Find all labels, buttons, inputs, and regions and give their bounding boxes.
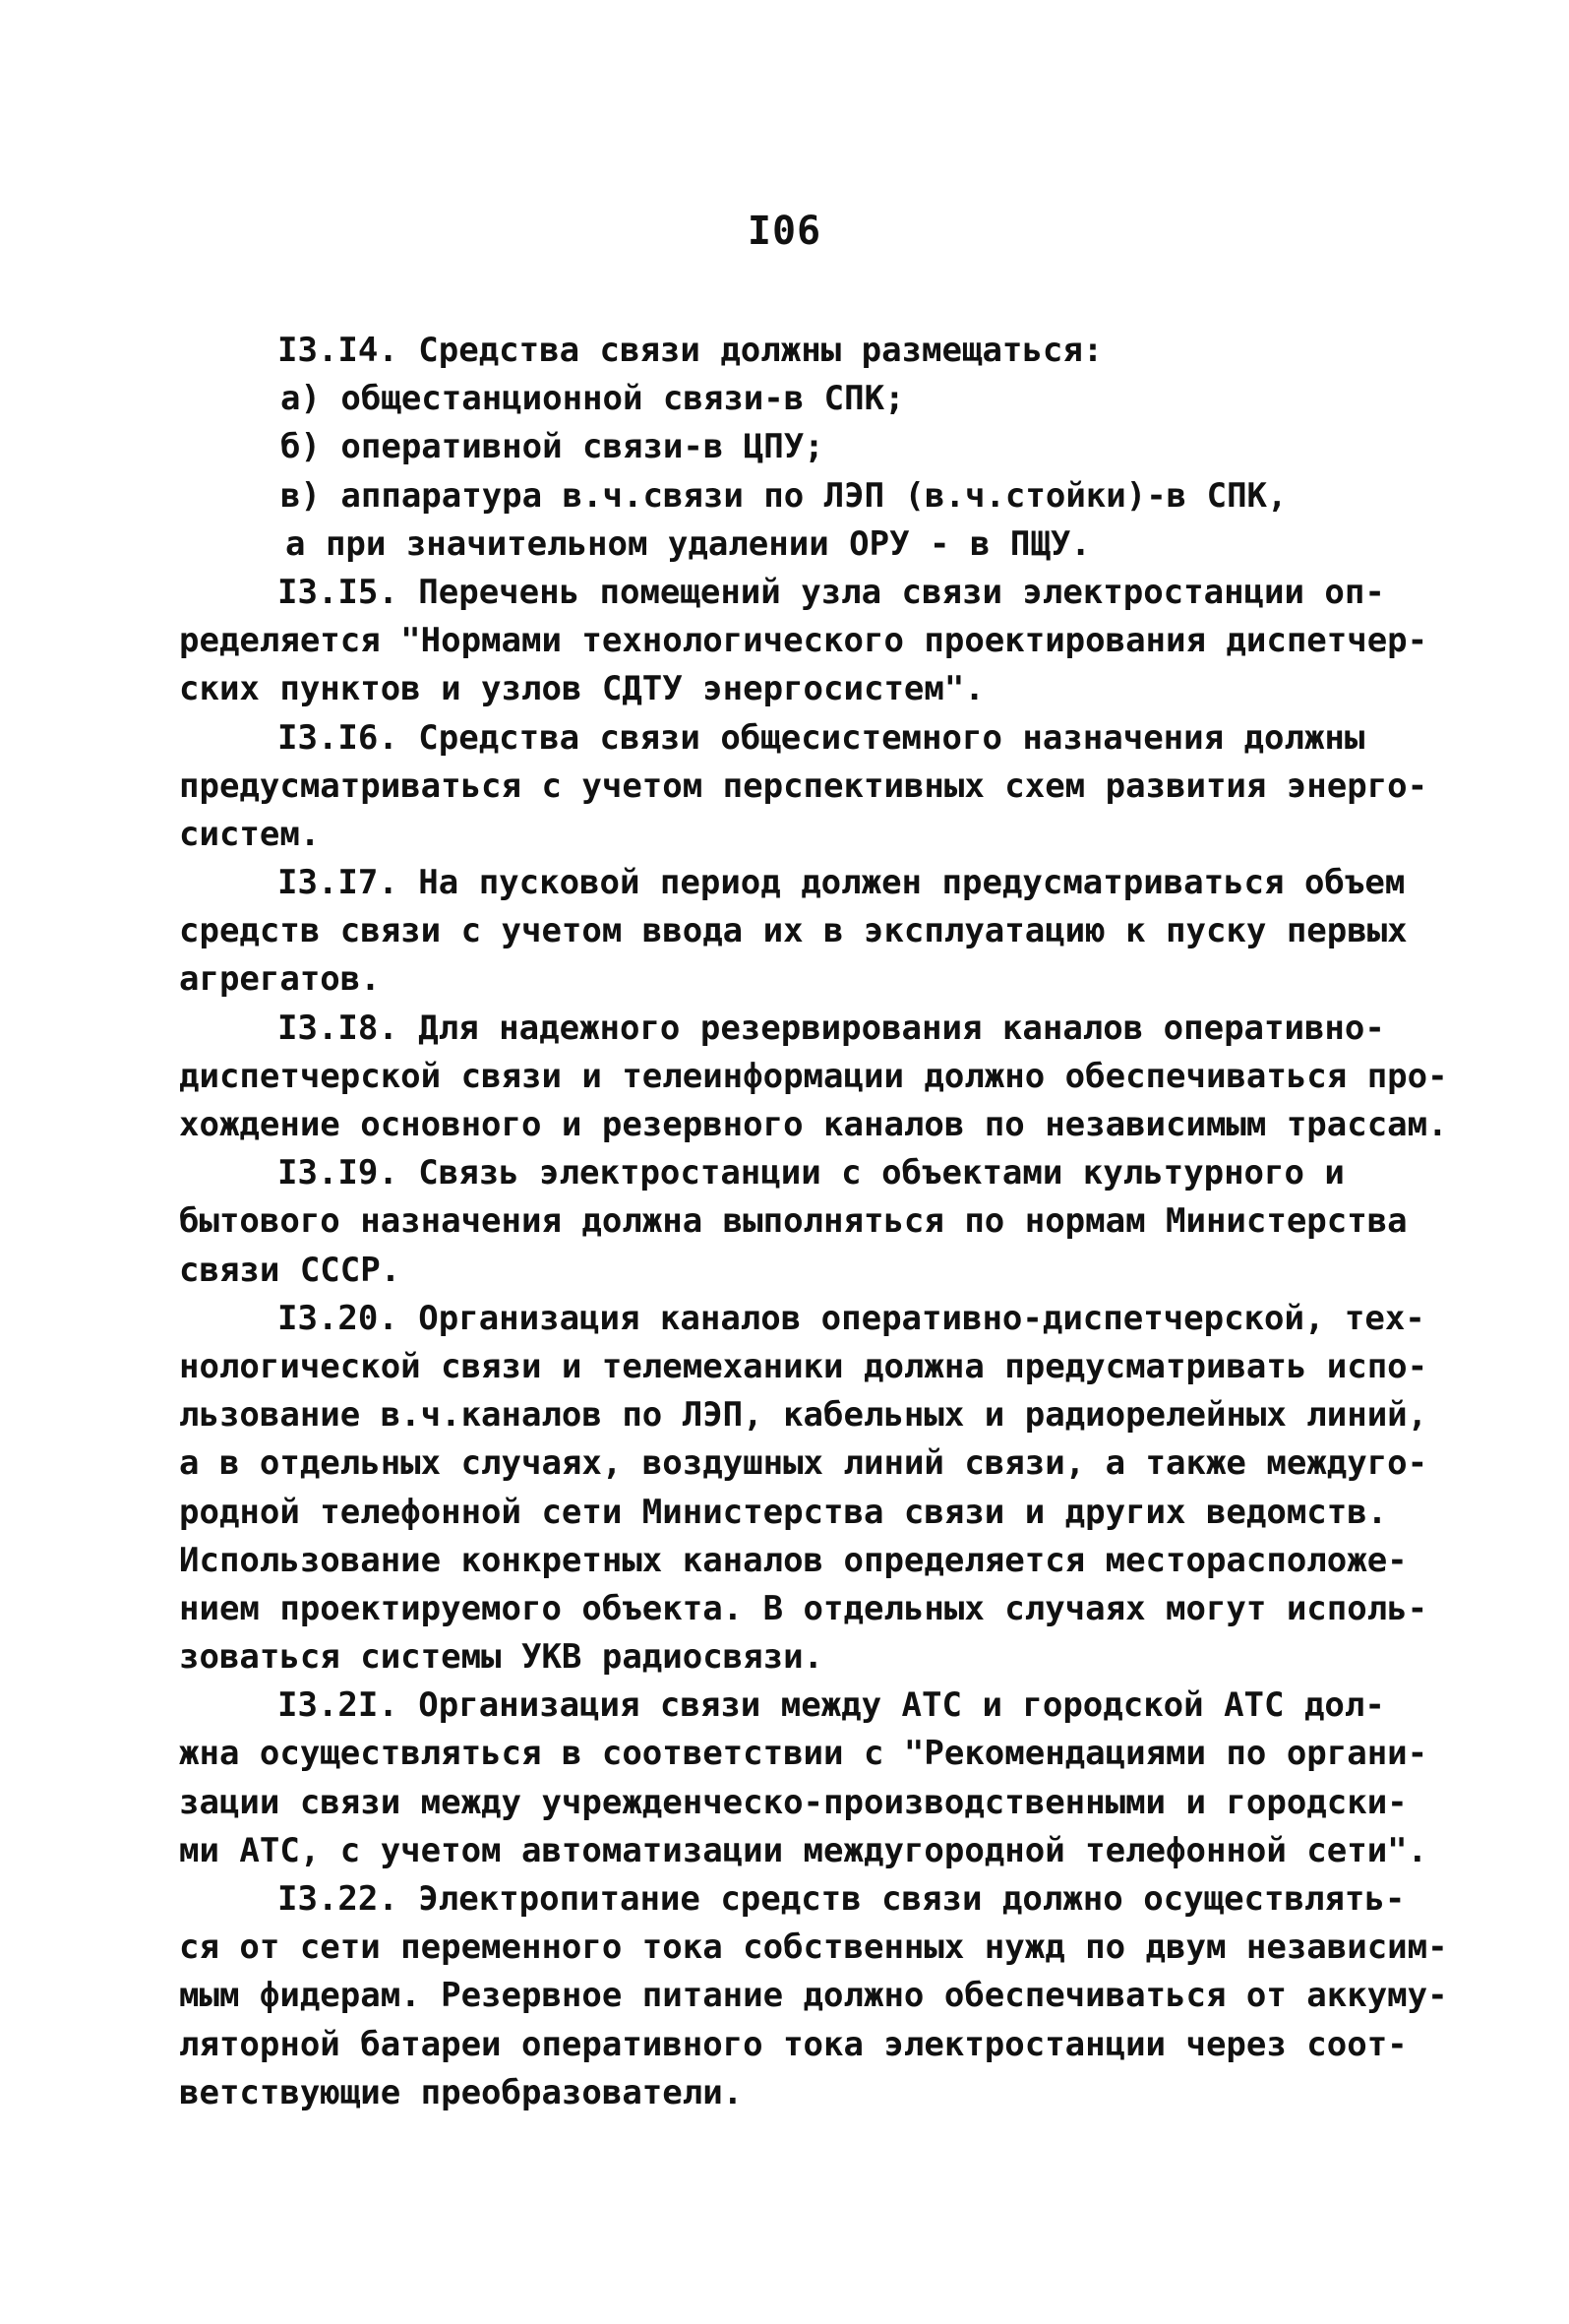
page-number: I06 <box>747 209 822 254</box>
text-line: ределяется "Нормами технологического проектирования диспетчер- <box>179 621 1428 661</box>
text-line: связи СССР. <box>179 1250 401 1290</box>
text-line: диспетчерской связи и телеинформации должно обеспечиваться про- <box>179 1056 1448 1096</box>
text-line: а в отдельных случаях, воздушных линий связи, а также междуго- <box>179 1443 1428 1484</box>
text-line: I3.I9. Связь электростанции с объектами культурного и <box>277 1153 1345 1193</box>
text-line: а) общестанционной связи-в СПК; <box>280 379 905 419</box>
document-body <box>179 327 1458 2117</box>
text-line: I3.20. Организация каналов оперативно-диспетчерской, тех- <box>277 1298 1425 1338</box>
text-line: агрегатов. <box>179 959 381 1000</box>
text-line: ветствующие преобразователи. <box>179 2072 744 2112</box>
text-line: жна осуществляться в соответствии с "Рекомендациями по органи- <box>179 1734 1428 1774</box>
text-line: I3.I7. На пусковой период должен предусматриваться объем <box>277 863 1406 903</box>
text-line: Использование конкретных каналов определяется месторасположе- <box>179 1540 1408 1580</box>
text-line: бытового назначения должна выполняться по нормам Министерства <box>179 1201 1408 1242</box>
text-line: а при значительном удалении ОРУ - в ПЩУ. <box>285 523 1091 564</box>
text-line: ся от сети переменного тока собственных нужд по двум независим- <box>179 1927 1448 1968</box>
text-line: ми АТС, с учетом автоматизации междугородной телефонной сети". <box>179 1830 1428 1870</box>
text-line: I3.2I. Организация связи между АТС и городской АТС дол- <box>277 1685 1385 1726</box>
text-line: льзование в.ч.каналов по ЛЭП, кабельных и радиорелейных линий, <box>179 1395 1428 1436</box>
text-line: предусматриваться с учетом перспективных схем развития энерго- <box>179 765 1428 806</box>
text-line: ляторной батареи оперативного тока электростанции через соот- <box>179 2024 1408 2064</box>
text-line: хождение основного и резервного каналов по независимым трассам. <box>179 1105 1448 1144</box>
text-line: в) аппаратура в.ч.связи по ЛЭП (в.ч.стойки)-в СПК, <box>280 475 1288 516</box>
text-line: мым фидерам. Резервное питание должно обеспечиваться от аккуму- <box>179 1976 1448 2016</box>
text-line: систем. <box>179 814 321 854</box>
text-line: зации связи между учрежденческо-производственными и городски- <box>179 1782 1408 1822</box>
text-line: б) оперативной связи-в ЦПУ; <box>280 427 824 467</box>
text-line: I3.22. Электропитание средств связи должно осуществлять- <box>277 1879 1406 1919</box>
text-line: нием проектируемого объекта. В отдельных случаях могут исполь- <box>179 1588 1428 1628</box>
text-line: ских пунктов и узлов СДТУ энергосистем". <box>179 669 985 709</box>
text-line: I3.I8. Для надежного резервирования каналов оперативно- <box>277 1008 1385 1048</box>
text-line: нологической связи и телемеханики должна предусматривать испо- <box>179 1346 1428 1386</box>
text-line: I3.I4. Средства связи должны размещаться: <box>277 331 1104 370</box>
text-line: средств связи с учетом ввода их в эксплуатацию к пуску первых <box>179 911 1408 951</box>
text-line: родной телефонной сети Министерства связи и других ведомств. <box>179 1492 1388 1532</box>
text-line: зоваться системы УКВ радиосвязи. <box>179 1637 824 1678</box>
text-line: I3.I6. Средства связи общесистемного назначения должны <box>277 717 1365 758</box>
text-line: I3.I5. Перечень помещений узла связи электростанции оп- <box>277 572 1385 612</box>
